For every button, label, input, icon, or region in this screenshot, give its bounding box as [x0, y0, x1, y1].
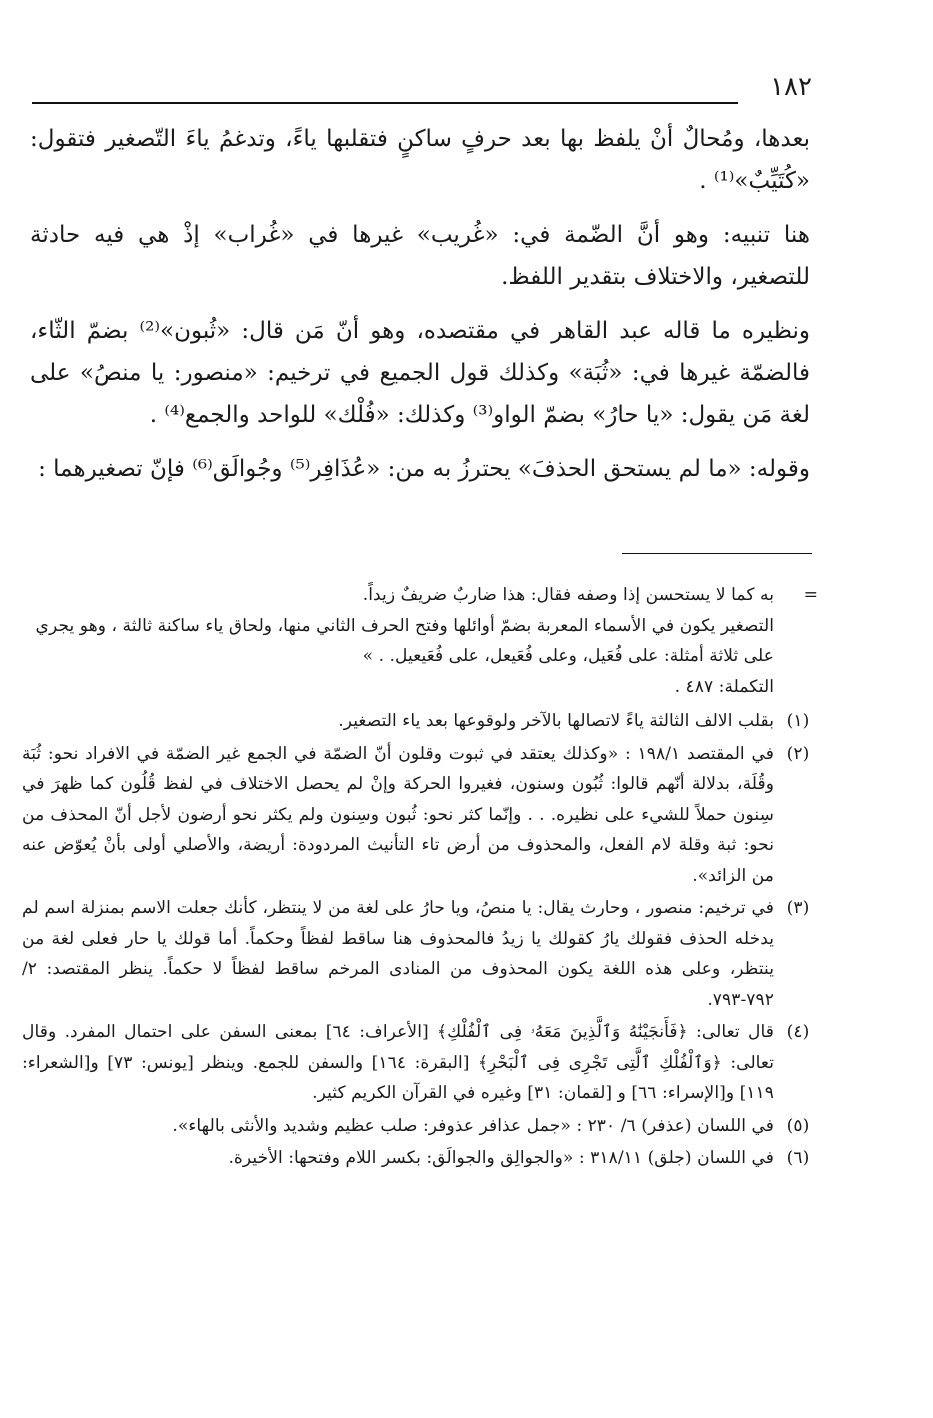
footnote-number: (٤) — [786, 1022, 810, 1042]
paragraph-1: بعدها، ومُحالٌ أنْ يلفظ بها بعد حرفٍ ساكنٍ فتقلبها ياءً، وتدغمُ ياءَ التّصغير فتقول: «كُتَيِّبٌ»⁽¹⁾ . — [30, 126, 810, 194]
footnote-text: قال تعالى: ﴿فَأَنجَيْنَٰهُ وَٱلَّذِينَ مَعَهُۥ فِى ٱلْفُلْكِ﴾ [الأعراف: ٦٤] بمعنى السفن على احتمال المفرد. وقال تعالى: ﴿وَٱلْفُلْكِ ٱلَّتِى تَجْرِى فِى ٱلْبَحْرِ﴾ [البقرة: ١٦٤] والسفن للجمع. وينظر [يونس: ٧٣] و[الشعراء: ١١٩] و[الإسراء: ٦٦] و [لقمان: ٣١] وغيره في القرآن الكريم كثير. — [22, 1022, 774, 1103]
paragraph-4: وقوله: «ما لم يستحق الحذفَ» يحترزُ به من: «عُذَافِر⁽⁵⁾ وجُوالَق⁽⁶⁾ فإنّ تصغيرهما : — [38, 456, 810, 482]
paragraph-2: هنا تنبيه: وهو أنَّ الضّمة في: «غُريب» غيرها في «غُراب» إذْ هي فيه حادثة للتصغير، والاختلاف بتقدير اللفظ. — [30, 222, 810, 290]
paragraph-3: ونظيره ما قاله عبد القاهر في مقتصده، وهو أنّ مَن قال: «ثُبون»⁽²⁾ بضمّ الثّاء، فالضمّة غيرها في: «ثُبَة» وكذلك قول الجميع في ترخيم: «منصور: يا منصُ» على لغة مَن يقول: «يا حارُ» بضمّ الواو⁽³⁾ وكذلك: «فُلْك» للواحد والجمع⁽⁴⁾ . — [30, 318, 810, 428]
footnote-number: (٦) — [786, 1148, 810, 1168]
footnote-text: في اللسان (عذفر) ٦/ ٢٣٠ : «جمل عذافر عذوفر: صلب عظيم وشديد والأنثى بالهاء». — [172, 1115, 774, 1136]
footnote-1 — [22, 706, 822, 737]
continuation-line: التصغير يكون في الأسماء المعربة بضمّ أوائلها وفتح الحرف الثاني منها، ولحاق ياء ساكنة ثالثة ، وهو يجري على ثلاثة أمثلة: على فُعَيل، وعلى فُعَيعل، على فُعَيعيل. . » — [35, 615, 774, 666]
footnote-text: في المقتصد ١٩٨/١ : «وكذلك يعتقد في ثبوت وقلون أنّ الضمّة في الجمع غير الضمّة في الافراد نحو: ثُبَة وقُلَة، بدلالة أنّهم قالوا: ثُبُون وسنون، فغيروا الحركة وإنْ لم يحصل الاختلاف في لفظ قُلُون كما ظهرَ في سِنون حملاً للشيء على نظيره. . . وإنّما كثر نحو: ثُبون وسِنون ولم يكثر نحو أرضون لأجل أنّ المحذف من نحو: ثبة وقلة لام الفعل، والمحذوف من أرض تاء التأنيث المردودة: أريضة، والأصلي أولى بأنْ يُعوّض عنه من الزائد». — [22, 743, 774, 886]
footnote-number: (٢) — [786, 743, 810, 764]
page-number: ١٨٢ — [770, 72, 812, 102]
footnote-6 — [22, 1143, 822, 1174]
footnotes — [22, 580, 822, 1176]
footnote-number: (١) — [786, 711, 810, 731]
main-text — [30, 118, 810, 502]
footnote-number: (٣) — [786, 898, 810, 918]
page-header — [32, 72, 812, 104]
continuation-line: التكملة: ٤٨٧ . — [674, 676, 774, 697]
footnote-text: بقلب الالف الثالثة ياءً لاتصالها بالآخر ولوقوعها بعد ياء التصغير. — [338, 711, 774, 731]
footnote-continuation — [22, 580, 822, 702]
footnote-text: في اللسان (جلق) ٣١٨/١١ : «والجوالِق والجوالَق: بكسر اللام وفتحها: الأخيرة. — [228, 1148, 774, 1168]
footnote-4 — [22, 1017, 822, 1109]
continuation-line: به كما لا يستحسن إذا وصفه فقال: هذا ضاربٌ ضريفٌ زيداً. — [362, 585, 774, 605]
footnote-separator — [622, 553, 812, 554]
footnote-3 — [22, 893, 822, 1015]
continuation-mark: = — [803, 585, 818, 605]
footnote-2 — [22, 739, 822, 892]
footnote-5 — [22, 1111, 822, 1142]
header-rule — [32, 102, 738, 104]
footnote-text: في ترخيم: منصور ، وحارث يقال: يا منصُ، ويا حارُ على لغة من لا ينتظر، كأنك جعلت الاسم بمنزلة اسم لم يدخله الحذف فقولك يارُ كقولك يا زيدُ فالمحذوف هنا ساقط لفظاً وحكماً. أما قولك يا حار فعلى لغة من ينتظر، وعلى هذه اللغة يكون المحذوف من المنادى المرخم ساقط لفظاً لا حكماً. ينظر المقتصد: ٢/ ٧٩٢-٧٩٣. — [22, 898, 774, 1010]
footnote-number: (٥) — [786, 1115, 810, 1136]
